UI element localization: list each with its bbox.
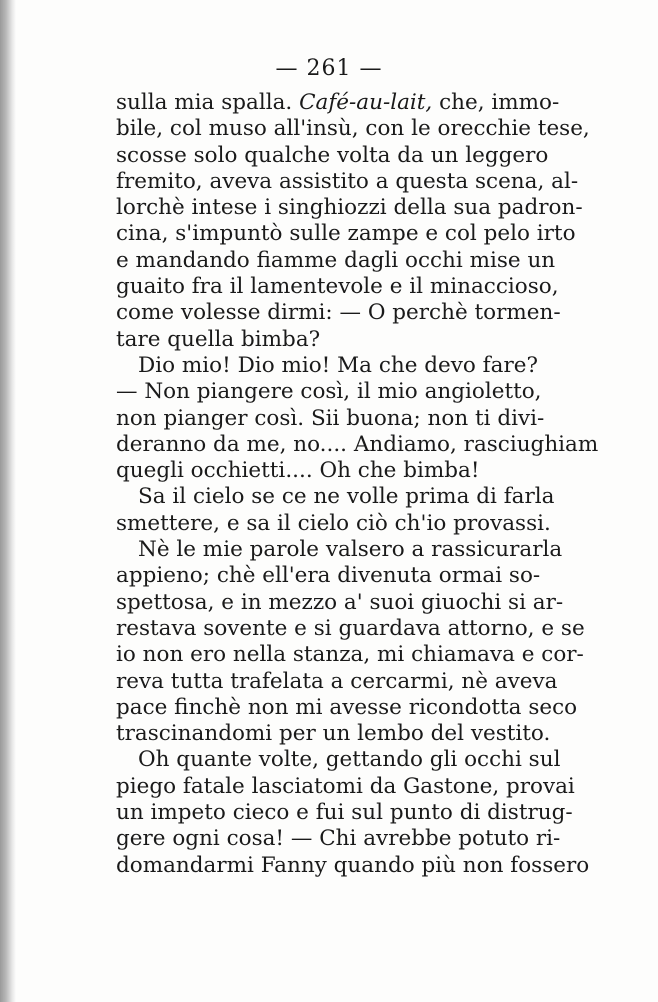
- text-line: [116, 431, 599, 458]
- text-line: [116, 642, 584, 668]
- text-line: [116, 484, 555, 510]
- text-line: [116, 221, 576, 247]
- text-line: [116, 694, 578, 721]
- text-run: Sa il cielo se ce ne volle prima di farla: [138, 484, 555, 510]
- binding-shadow: [0, 0, 16, 1002]
- text-line: [116, 90, 560, 116]
- text-run: bile, col muso all'insù, con le orecchie tese,: [116, 116, 590, 142]
- text-run: quegli occhietti.... Oh che bimba!: [116, 458, 480, 484]
- text-line: [116, 247, 556, 274]
- text-run: restava sovente e si guardava attorno, e se: [116, 615, 585, 641]
- text-line: [116, 615, 585, 642]
- text-line: [116, 142, 549, 169]
- text-run: — Non piangere così, il mio angioletto,: [116, 379, 542, 405]
- text-run: sulla mia spalla.: [116, 90, 300, 115]
- paragraph: [116, 352, 599, 484]
- text-line: [116, 852, 590, 879]
- text-run: pace finchè non mi avesse ricondotta seco: [116, 694, 578, 720]
- text-run: non pianger così. Sii buona; non ti divi-: [116, 405, 545, 431]
- text-run: appieno; chè ell'era divenuta ormai so-: [116, 563, 541, 589]
- text-line: [116, 668, 558, 695]
- text-line: [116, 327, 514, 353]
- text-run: spettosa, e in mezzo a' suoi giuochi si ar-: [116, 589, 564, 615]
- text-line: [116, 589, 564, 616]
- text-line: [116, 352, 538, 379]
- text-run: cina, s'impuntò sulle zampe e col pelo irto: [116, 221, 576, 247]
- text-run: gere ogni cosa! — Chi avrebbe potuto ri-: [116, 826, 561, 852]
- text-run: Dio mio! Dio mio! Ma che devo fare?: [138, 352, 538, 378]
- text-line: [116, 458, 514, 484]
- italic-text: Café-au-lait,: [299, 90, 433, 115]
- text-run: fremito, aveva assistito a questa scena, al-: [116, 168, 579, 194]
- text-line: [116, 300, 561, 326]
- text-line: [116, 563, 541, 589]
- text-run: un impeto cieco e fui sul punto di distrug-: [116, 800, 573, 826]
- text-line: [116, 274, 559, 300]
- text-line: [116, 773, 575, 800]
- text-line: [116, 826, 561, 852]
- text-run: e mandando fiamme dagli occhi mise un: [116, 247, 556, 273]
- text-run: reva tutta trafelata a cercarmi, nè aveva: [116, 668, 558, 694]
- text-run: domandarmi Fanny quando più non fossero: [116, 852, 590, 878]
- text-run: piego fatale lasciatomi da Gastone, provai: [116, 773, 575, 799]
- text-run: Oh quante volte, gettando gli occhi sul: [138, 747, 561, 773]
- text-line: [116, 168, 579, 195]
- text-run: deranno da me, no.... Andiamo, rasciughiam: [116, 431, 599, 457]
- text-run: che, immo-: [432, 90, 560, 115]
- paragraph: [116, 537, 585, 747]
- text-run: guaito fra il lamentevole e il minaccioso,: [116, 274, 559, 300]
- page-number: — 261 —: [275, 56, 383, 81]
- text-run: io non ero nella stanza, mi chiamava e cor-: [116, 642, 584, 668]
- text-run: smettere, e sa il cielo ciò ch'io provassi.: [116, 510, 551, 536]
- body-text: [116, 90, 599, 879]
- paragraph: [116, 747, 590, 878]
- text-line: [116, 510, 551, 537]
- text-run: scosse solo qualche volta da un leggero: [116, 142, 549, 168]
- text-line: [116, 116, 590, 142]
- text-line: [116, 379, 542, 405]
- text-run: come volesse dirmi: — O perchè tormen-: [116, 300, 561, 326]
- text-run: tare quella bimba?: [116, 326, 321, 352]
- text-run: trascinandomi per un lembo del vestito.: [116, 721, 551, 747]
- text-line: [116, 747, 561, 773]
- paragraph: [116, 484, 555, 537]
- text-line: [116, 800, 573, 826]
- text-line: [116, 537, 563, 563]
- text-line: [116, 195, 583, 221]
- text-run: lorchè intese i singhiozzi della sua padron-: [116, 195, 583, 221]
- paragraph: [116, 90, 590, 353]
- text-line: [116, 405, 545, 432]
- text-run: Nè le mie parole valsero a rassicurarla: [138, 537, 563, 563]
- text-line: [116, 721, 551, 747]
